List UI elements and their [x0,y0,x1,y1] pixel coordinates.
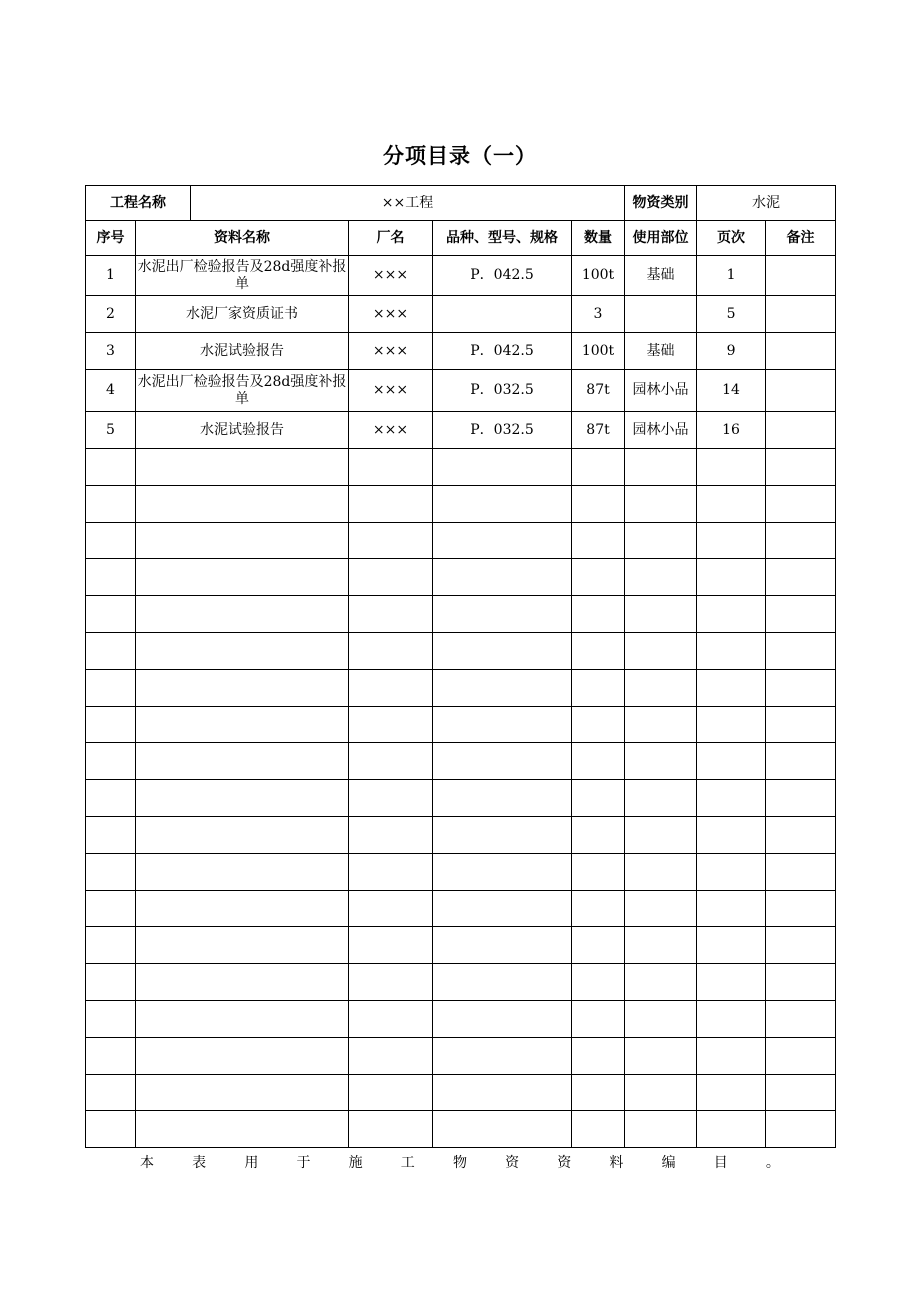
col-header-spec: 品种、型号、规格 [433,221,572,256]
empty-cell [433,559,572,596]
row-doc-name: 水泥出厂检验报告及28d强度补报单 [136,370,349,412]
row-page: 16 [697,412,766,449]
empty-cell [349,1000,433,1037]
empty-cell [136,522,349,559]
row-spec: P．042.5 [433,333,572,370]
row-location: 基础 [625,333,697,370]
empty-cell [625,1037,697,1074]
empty-cell [625,485,697,522]
empty-cell [86,1074,136,1111]
empty-cell [766,816,836,853]
empty-row [86,964,836,1001]
empty-cell [766,706,836,743]
col-header-no: 序号 [86,221,136,256]
row-location: 基础 [625,256,697,296]
empty-cell [433,1074,572,1111]
project-name-value: ××工程 [191,186,625,221]
empty-cell [697,780,766,817]
footnote-char: 目 [713,1155,728,1171]
row-no: 1 [86,256,136,296]
empty-cell [136,485,349,522]
empty-cell [697,632,766,669]
row-doc-name: 水泥试验报告 [136,412,349,449]
footnote [85,1152,835,1172]
footnote-char: 物 [452,1155,467,1171]
empty-cell [697,485,766,522]
empty-cell [572,1111,625,1148]
empty-cell [697,706,766,743]
row-remark [766,412,836,449]
row-page: 14 [697,370,766,412]
empty-cell [697,890,766,927]
empty-cell [625,743,697,780]
row-spec: P．032.5 [433,370,572,412]
empty-cell [625,964,697,1001]
empty-cell [572,743,625,780]
row-maker: ××× [349,296,433,333]
col-header-remark: 备注 [766,221,836,256]
empty-row [86,780,836,817]
empty-cell [349,964,433,1001]
empty-cell [697,449,766,486]
empty-cell [349,669,433,706]
empty-cell [572,927,625,964]
empty-cell [136,1000,349,1037]
footnote-char: 资 [505,1155,520,1171]
row-remark [766,370,836,412]
row-no: 5 [86,412,136,449]
row-location [625,296,697,333]
empty-cell [433,596,572,633]
empty-cell [86,706,136,743]
empty-cell [86,559,136,596]
empty-cell [86,1037,136,1074]
row-no: 4 [86,370,136,412]
col-header-page: 页次 [697,221,766,256]
empty-cell [86,964,136,1001]
empty-cell [766,1074,836,1111]
empty-cell [697,853,766,890]
empty-cell [625,1074,697,1111]
table-row [86,296,836,333]
table-row [86,370,836,412]
empty-cell [136,964,349,1001]
empty-row [86,927,836,964]
empty-row [86,816,836,853]
empty-cell [625,449,697,486]
empty-cell [349,853,433,890]
footnote-char: 编 [661,1155,676,1171]
empty-cell [697,816,766,853]
empty-cell [433,1037,572,1074]
empty-cell [766,853,836,890]
row-no: 3 [86,333,136,370]
empty-cell [349,632,433,669]
empty-cell [625,669,697,706]
empty-cell [766,485,836,522]
empty-cell [349,449,433,486]
empty-cell [625,1111,697,1148]
row-maker: ××× [349,256,433,296]
empty-row [86,1037,836,1074]
empty-cell [766,927,836,964]
empty-cell [572,669,625,706]
empty-cell [86,669,136,706]
row-qty: 100t [572,256,625,296]
empty-cell [625,559,697,596]
empty-cell [86,853,136,890]
empty-cell [572,890,625,927]
empty-cell [86,743,136,780]
table-row [86,333,836,370]
empty-cell [136,743,349,780]
empty-row [86,1000,836,1037]
empty-cell [572,485,625,522]
row-qty: 100t [572,333,625,370]
empty-row [86,890,836,927]
empty-cell [766,449,836,486]
empty-cell [136,853,349,890]
empty-cell [625,816,697,853]
empty-row [86,853,836,890]
row-page: 5 [697,296,766,333]
empty-cell [697,964,766,1001]
empty-row [86,559,836,596]
footnote-char: 于 [296,1155,311,1171]
empty-cell [86,1111,136,1148]
empty-cell [697,596,766,633]
empty-cell [86,816,136,853]
empty-cell [349,743,433,780]
empty-cell [136,1037,349,1074]
empty-cell [697,1111,766,1148]
empty-cell [572,780,625,817]
empty-cell [433,449,572,486]
empty-row [86,1074,836,1111]
empty-cell [572,522,625,559]
footnote-char: 用 [244,1155,259,1171]
empty-cell [572,632,625,669]
empty-cell [136,559,349,596]
header-row [86,221,836,256]
row-doc-name: 水泥出厂检验报告及28d强度补报单 [136,256,349,296]
empty-cell [349,1111,433,1148]
empty-cell [349,1037,433,1074]
footnote-char: 。 [765,1155,780,1171]
empty-cell [572,1000,625,1037]
empty-cell [697,669,766,706]
empty-cell [697,559,766,596]
empty-cell [433,706,572,743]
empty-cell [766,890,836,927]
empty-cell [136,927,349,964]
empty-cell [697,927,766,964]
material-category-value: 水泥 [697,186,836,221]
row-doc-name: 水泥厂家资质证书 [136,296,349,333]
row-spec [433,296,572,333]
empty-cell [572,559,625,596]
empty-cell [86,1000,136,1037]
empty-cell [349,559,433,596]
row-remark [766,333,836,370]
row-maker: ××× [349,412,433,449]
empty-cell [572,596,625,633]
empty-cell [766,522,836,559]
row-maker: ××× [349,370,433,412]
empty-cell [136,632,349,669]
empty-cell [136,816,349,853]
empty-cell [766,596,836,633]
footnote-char: 本 [140,1155,154,1171]
row-no: 2 [86,296,136,333]
empty-cell [86,632,136,669]
empty-row [86,596,836,633]
footnote-char: 工 [400,1155,415,1171]
empty-cell [433,632,572,669]
empty-row [86,743,836,780]
empty-cell [572,816,625,853]
row-qty: 3 [572,296,625,333]
empty-cell [625,522,697,559]
empty-cell [572,449,625,486]
empty-cell [625,1000,697,1037]
empty-row [86,449,836,486]
empty-cell [433,485,572,522]
empty-cell [86,780,136,817]
empty-cell [766,780,836,817]
row-remark [766,296,836,333]
empty-cell [136,706,349,743]
material-category-label: 物资类别 [625,186,697,221]
empty-cell [433,780,572,817]
empty-cell [349,890,433,927]
footnote-char: 施 [348,1155,363,1171]
empty-cell [86,596,136,633]
row-location: 园林小品 [625,412,697,449]
empty-cell [625,890,697,927]
empty-cell [433,522,572,559]
empty-cell [766,1037,836,1074]
empty-row [86,632,836,669]
row-doc-name: 水泥试验报告 [136,333,349,370]
project-name-label: 工程名称 [86,186,191,221]
empty-cell [625,853,697,890]
empty-cell [697,1074,766,1111]
empty-cell [433,669,572,706]
empty-row [86,706,836,743]
empty-cell [766,1111,836,1148]
empty-cell [349,816,433,853]
empty-cell [136,890,349,927]
row-remark [766,256,836,296]
empty-cell [625,927,697,964]
empty-cell [572,1037,625,1074]
empty-cell [697,1037,766,1074]
empty-cell [136,780,349,817]
empty-cell [766,632,836,669]
empty-cell [349,522,433,559]
row-spec: P．032.5 [433,412,572,449]
empty-cell [433,816,572,853]
col-header-maker: 厂名 [349,221,433,256]
empty-cell [697,522,766,559]
empty-cell [572,1074,625,1111]
empty-cell [86,522,136,559]
col-header-location: 使用部位 [625,221,697,256]
empty-cell [766,669,836,706]
footnote-char: 表 [192,1155,207,1171]
empty-cell [349,927,433,964]
table-row [86,256,836,296]
row-qty: 87t [572,370,625,412]
empty-cell [433,1111,572,1148]
empty-cell [625,632,697,669]
empty-cell [136,1111,349,1148]
footnote-char: 料 [609,1155,624,1171]
row-maker: ××× [349,333,433,370]
empty-cell [766,964,836,1001]
empty-cell [136,596,349,633]
empty-row [86,1111,836,1148]
page-title: 分项目录（一） [383,144,537,168]
empty-cell [349,596,433,633]
empty-cell [86,890,136,927]
empty-cell [766,559,836,596]
empty-cell [572,706,625,743]
empty-cell [625,706,697,743]
table-row [86,412,836,449]
row-page: 9 [697,333,766,370]
empty-cell [349,1074,433,1111]
empty-cell [766,743,836,780]
row-spec: P．042.5 [433,256,572,296]
empty-cell [433,927,572,964]
empty-cell [86,485,136,522]
empty-cell [433,890,572,927]
empty-cell [697,1000,766,1037]
directory-table [85,185,836,1148]
empty-cell [433,743,572,780]
empty-cell [697,743,766,780]
empty-cell [766,1000,836,1037]
empty-row [86,669,836,706]
row-page: 1 [697,256,766,296]
empty-row [86,485,836,522]
row-qty: 87t [572,412,625,449]
empty-cell [433,1000,572,1037]
footnote-char: 资 [557,1155,572,1171]
col-header-doc-name: 资料名称 [136,221,349,256]
empty-cell [572,853,625,890]
info-row [86,186,836,221]
empty-cell [136,669,349,706]
empty-cell [625,596,697,633]
row-location: 园林小品 [625,370,697,412]
empty-cell [433,964,572,1001]
empty-cell [572,964,625,1001]
empty-cell [136,1074,349,1111]
empty-cell [86,927,136,964]
empty-cell [349,706,433,743]
col-header-qty: 数量 [572,221,625,256]
empty-row [86,522,836,559]
empty-cell [349,485,433,522]
empty-cell [625,780,697,817]
empty-cell [349,780,433,817]
empty-cell [136,449,349,486]
empty-cell [433,853,572,890]
empty-cell [86,449,136,486]
